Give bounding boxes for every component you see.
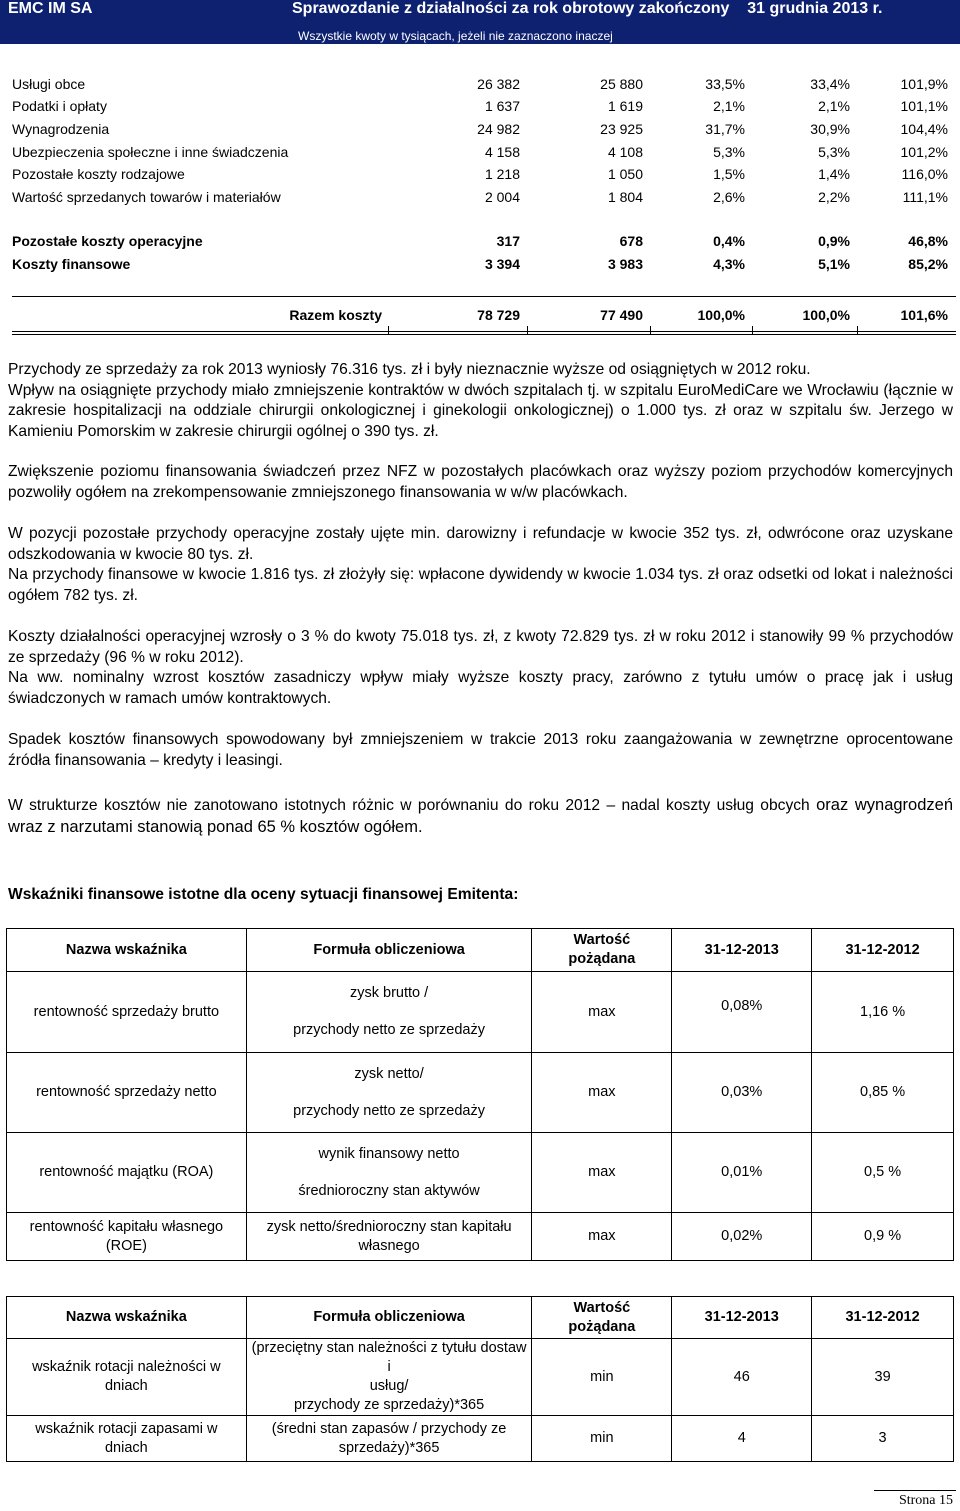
table-header-row (7, 1297, 954, 1339)
ratio-name: rentowność sprzedaży netto (7, 1053, 247, 1133)
header-date-2013: 31-12-2013 (672, 1297, 812, 1339)
cost-2013: 1 218 (484, 166, 520, 182)
total-2013: 78 729 (477, 307, 520, 323)
paragraph-nfz: Zwiększenie poziomu finansowania świadczeń przez NFZ w pozostałych placówkach oraz wyższy poziom przychodów komercyjnych pozwoliły ogółem na zrekompensowanie zmniejszonego finansowania w w/w placówkach. (8, 463, 953, 501)
ratio-formula (246, 1053, 532, 1133)
ratio-2012: 3 (812, 1416, 954, 1462)
header-desired-line: Wartość (573, 1299, 631, 1316)
total-share-2013: 100,0% (697, 307, 745, 323)
ratio-2013 (672, 972, 812, 1053)
cost-label: Koszty finansowe (12, 256, 131, 272)
header-desired-line: pożądana (568, 1318, 636, 1335)
header-formula: Formuła obliczeniowa (246, 929, 532, 972)
cost-row (0, 253, 960, 275)
table-tick (752, 326, 753, 334)
header-name: Nazwa wskaźnika (7, 1297, 247, 1339)
paragraph-line: W pozycji pozostałe przychody operacyjne zostały ujęte min. darowizny i refundacje w kwocie 352 tys. zł, odwrócone oraz uzyskane odszkodowania w kwocie 80 tys. zł. (8, 525, 953, 563)
ratio-desired: max (532, 1213, 672, 1261)
name-line: dniach (104, 1378, 148, 1394)
header-date-2012: 31-12-2012 (812, 1297, 954, 1339)
ratio-desired: min (532, 1416, 672, 1462)
table-header-row (7, 929, 954, 972)
share-2012: 5,1% (818, 256, 850, 272)
table-row (7, 1053, 954, 1133)
ratio-formula (246, 1416, 532, 1462)
ratio-formula (246, 972, 532, 1053)
ratio-desired: max (532, 1053, 672, 1133)
formula-line: zysk netto/ (354, 1065, 424, 1082)
paragraph-operating-costs (8, 627, 953, 709)
paragraph-line: Na przychody finansowe w kwocie 1.816 tys. zł złożyły się: wpłacone dywidendy w kwocie 1.034 tys. zł oraz odsetki od lokat i należności ogółem 782 tys. zł. (8, 566, 953, 604)
cost-2013: 26 382 (477, 76, 520, 92)
ratio-name (7, 1416, 247, 1462)
dynamics: 111,1% (902, 189, 948, 205)
paragraph-other-income (8, 524, 953, 606)
table-rule (12, 296, 956, 297)
table-tick (857, 326, 858, 334)
share-2012: 2,2% (818, 189, 850, 205)
formula-line: własnego (358, 1237, 420, 1254)
paragraph-line: Na ww. nominalny wzrost kosztów zasadniczy wpływ miały wyższe koszty pracy, zarówno z tytułu umów o pracę jak i usług świadczonych w ramach umów kontraktowych. (8, 669, 953, 707)
ratio-table-profitability (6, 928, 954, 1261)
cost-label: Wynagrodzenia (12, 121, 110, 137)
ratio-name: rentowność majątku (ROA) (7, 1133, 247, 1213)
name-line: wskaźnik rotacji należności w (32, 1359, 221, 1375)
paragraph-segment: oraz wynagrodzeń wraz z narzutami stanowią ponad 65 % kosztów ogółem. (8, 796, 953, 836)
table-row (7, 1213, 954, 1261)
cost-row (0, 95, 960, 117)
page-number: Strona 15 (898, 1493, 953, 1508)
share-2012: 33,4% (810, 76, 850, 92)
cost-row (0, 163, 960, 185)
cost-row (0, 118, 960, 140)
share-2013: 2,1% (713, 98, 745, 114)
name-line: wskaźnik rotacji zapasami w (35, 1420, 218, 1437)
table-tick (527, 326, 528, 334)
table-row (7, 1416, 954, 1462)
ratio-2012: 0,9 % (812, 1213, 954, 1261)
total-dynamics: 101,6% (900, 307, 948, 323)
header-name: Nazwa wskaźnika (7, 929, 247, 972)
formula-line: przychody netto ze sprzedaży (293, 1022, 485, 1038)
ratio-name (7, 1339, 247, 1416)
name-line: rentowność kapitału własnego (29, 1218, 224, 1235)
paragraph-segment: W strukturze kosztów nie zanotowano istotnych różnic w porównaniu do roku 2012 – nadal koszty usług obcych (8, 797, 810, 814)
cost-2013: 2 004 (484, 189, 520, 205)
header-date-2013: 31-12-2013 (672, 929, 812, 972)
ratio-desired: min (532, 1339, 672, 1416)
cost-label: Pozostałe koszty rodzajowe (12, 166, 185, 182)
cost-2013: 317 (496, 233, 520, 249)
cost-2012: 23 925 (600, 121, 643, 137)
ratio-2012: 0,85 % (812, 1053, 954, 1133)
cost-2012: 1 804 (607, 189, 643, 205)
total-row (0, 304, 960, 326)
cost-2013: 24 982 (477, 121, 520, 137)
header-formula: Formuła obliczeniowa (246, 1297, 532, 1339)
cost-2012: 1 050 (607, 166, 643, 182)
ratio-name (7, 1213, 247, 1261)
ratio-2013-value: 0,08% (721, 997, 763, 1014)
ratio-2013: 0,02% (672, 1213, 812, 1261)
cost-row (0, 73, 960, 95)
ratio-desired: max (532, 1133, 672, 1213)
ratio-table-turnover (6, 1296, 954, 1462)
cost-2013: 1 637 (484, 98, 520, 114)
header-desired-line: pożądana (568, 951, 636, 967)
table-rule (12, 334, 956, 335)
cost-row (0, 186, 960, 208)
cost-row (0, 230, 960, 252)
share-2013: 2,6% (713, 189, 745, 205)
cost-row (0, 141, 960, 163)
paragraph-line: Koszty działalności operacyjnej wzrosły o 3 % do kwoty 75.018 tys. zł, z kwoty 72.829 tys. zł w roku 2012 i stanowiły 99 % przychodów ze sprzedaży (96 % w roku 2012). (8, 628, 953, 666)
name-line: dniach (104, 1439, 148, 1456)
cost-2012: 678 (619, 233, 643, 249)
formula-line: (średni stan zapasów / przychody ze (271, 1420, 507, 1437)
header-desired (532, 1297, 672, 1339)
dynamics: 116,0% (901, 166, 948, 182)
cost-2012: 1 619 (607, 98, 643, 114)
ratio-desired: max (532, 972, 672, 1053)
cost-label: Usługi obce (12, 76, 86, 92)
table-row (7, 972, 954, 1053)
section-title: Wskaźniki finansowe istotne dla oceny sytuacji finansowej Emitenta: (8, 886, 519, 903)
share-2012: 5,3% (818, 144, 850, 160)
share-2013: 1,5% (713, 166, 745, 182)
cost-label: Ubezpieczenia społeczne i inne świadczenia (12, 144, 289, 160)
total-label: Razem koszty (289, 307, 382, 323)
share-2012: 2,1% (818, 98, 850, 114)
ratio-formula (246, 1133, 532, 1213)
cost-label: Pozostałe koszty operacyjne (12, 233, 203, 249)
paragraph-structure (8, 795, 953, 838)
cost-2013: 3 394 (484, 256, 520, 272)
paragraph-revenue (8, 360, 953, 442)
share-2013: 0,4% (713, 233, 745, 249)
dynamics: 85,2% (908, 256, 948, 272)
formula-line: przychody netto ze sprzedaży (293, 1102, 485, 1119)
ratio-formula (246, 1213, 532, 1261)
report-header (0, 0, 960, 44)
table-row (7, 1133, 954, 1213)
ratio-formula (246, 1339, 532, 1416)
formula-line: zysk brutto / (349, 985, 429, 1001)
formula-line: usług/ (369, 1378, 409, 1394)
ratio-2012: 39 (812, 1339, 954, 1416)
share-2012: 1,4% (818, 166, 850, 182)
share-2013: 4,3% (713, 256, 745, 272)
dynamics: 104,4% (900, 121, 948, 137)
table-rule (12, 331, 956, 332)
report-subtitle: Wszystkie kwoty w tysiącach, jeżeli nie zaznaczono inaczej (298, 29, 613, 43)
cost-2012: 4 108 (607, 144, 643, 160)
ratio-2013: 46 (672, 1339, 812, 1416)
ratio-2012: 0,5 % (812, 1133, 954, 1213)
total-share-2012: 100,0% (802, 307, 850, 323)
dynamics: 101,1% (900, 98, 948, 114)
formula-line: przychody ze sprzedaży)*365 (293, 1397, 485, 1413)
share-2012: 0,9% (818, 233, 850, 249)
header-desired (532, 929, 672, 972)
share-2013: 31,7% (705, 121, 745, 137)
ratio-name: rentowność sprzedaży brutto (7, 972, 247, 1053)
report-title: Sprawozdanie z działalności za rok obrotowy zakończony 31 grudnia 2013 r. (292, 0, 883, 17)
dynamics: 46,8% (908, 233, 948, 249)
share-2012: 30,9% (810, 121, 850, 137)
ratio-2013: 0,03% (672, 1053, 812, 1133)
cost-2012: 25 880 (600, 76, 643, 92)
dynamics: 101,2% (900, 144, 948, 160)
formula-line: zysk netto/średnioroczny stan kapitału (266, 1218, 512, 1235)
company-name: EMC IM SA (8, 0, 93, 17)
ratio-2013: 0,01% (672, 1133, 812, 1213)
name-line: (ROE) (105, 1237, 147, 1254)
cost-label: Wartość sprzedanych towarów i materiałów (12, 189, 281, 205)
ratio-2012: 1,16 % (812, 972, 954, 1053)
formula-line: (przeciętny stan należności z tytułu dostaw i (251, 1340, 527, 1375)
share-2013: 5,3% (713, 144, 745, 160)
paragraph-line: Wpływ na osiągnięte przychody miało zmniejszenie kontraktów w dwóch szpitalach tj. w szpitalu EuroMediCare we Wrocławiu (łącznie w zakresie hospitalizacji na oddziale chirurgii onkologicznej i ginekologii onkologicznej) o 1.000 tys. zł oraz w szpitalu św. Jerzego w Kamieniu Pomorskim w zakresie chirurgii ogólnej o 390 tys. zł. (8, 381, 953, 440)
formula-line: sprzedaży)*365 (338, 1439, 440, 1456)
table-tick (650, 326, 651, 334)
cost-label: Podatki i opłaty (12, 98, 107, 114)
header-desired-line: Wartość (573, 932, 631, 948)
table-row (7, 1339, 954, 1416)
dynamics: 101,9% (900, 76, 948, 92)
share-2013: 33,5% (705, 76, 745, 92)
paragraph-financial-costs: Spadek kosztów finansowych spowodowany był zmniejszeniem w trakcie 2013 roku zaangażowania w zewnętrzne oprocentowane źródła finansowania – kredyty i leasingi. (8, 731, 953, 769)
cost-2012: 3 983 (607, 256, 643, 272)
table-tick (388, 326, 389, 334)
ratio-2013: 4 (672, 1416, 812, 1462)
cost-2013: 4 158 (484, 144, 520, 160)
formula-line: średnioroczny stan aktywów (298, 1182, 480, 1199)
total-2012: 77 490 (600, 307, 643, 323)
page-number-rule (874, 1490, 956, 1491)
header-date-2012: 31-12-2012 (812, 929, 954, 972)
paragraph-line: Przychody ze sprzedaży za rok 2013 wyniosły 76.316 tys. zł i były nieznacznie wyższe od osiągniętych w 2012 roku. (8, 361, 811, 378)
formula-line: wynik finansowy netto (318, 1145, 460, 1162)
